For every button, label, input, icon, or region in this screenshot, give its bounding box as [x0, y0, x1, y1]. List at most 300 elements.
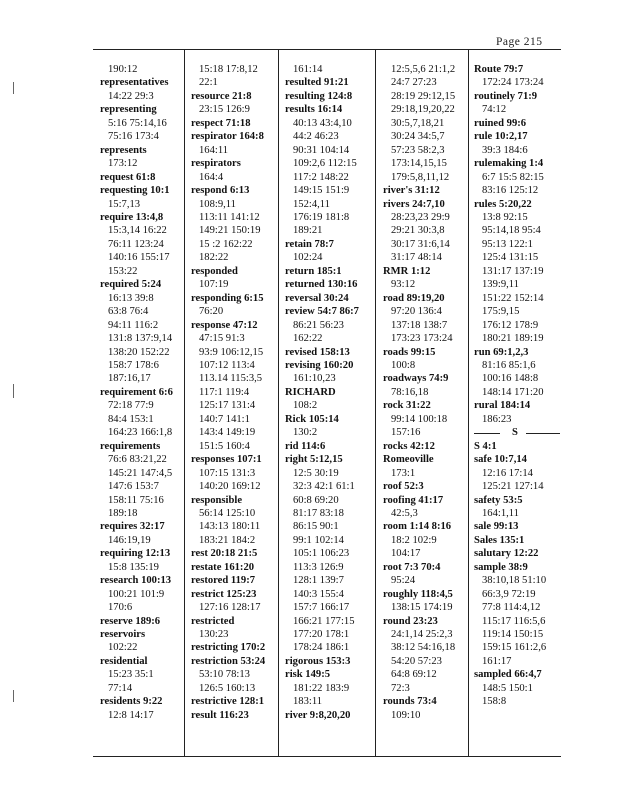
page-number: Page 215	[496, 36, 543, 48]
index-term: Romeoville	[383, 454, 434, 466]
page-line-ref: 30:5,7,18,21	[391, 117, 445, 129]
page-line-ref: 175:9,15	[482, 306, 520, 318]
index-term: rural 184:14	[474, 400, 531, 412]
index-entry	[383, 480, 467, 493]
index-entry	[383, 494, 467, 521]
index-term: revising 160:20	[285, 359, 354, 371]
page-line-ref: 113:11 141:12	[199, 211, 260, 223]
page-line-ref: 29:18,19,20,22	[391, 104, 455, 116]
page-line-ref: 31:17 48:14	[391, 252, 442, 264]
index-entry	[474, 440, 561, 453]
index-term: respirators	[191, 158, 241, 170]
index-term: required 5:24	[100, 279, 162, 291]
index-term: RICHARD	[285, 386, 336, 398]
page-line-ref: 148:14 171:20	[482, 386, 544, 398]
index-entry	[191, 157, 277, 184]
index-term: result 116:23	[191, 709, 249, 721]
page-line-ref: 162:22	[293, 333, 323, 345]
page-line-ref: 42:5,3	[391, 507, 418, 519]
index-entry	[191, 641, 277, 654]
column-divider	[468, 50, 469, 756]
page-line-ref: 24:7 27:23	[391, 77, 437, 89]
scan-artifact-mark	[13, 384, 14, 398]
index-entry	[100, 103, 184, 143]
page-line-ref: 159:15 161:2,6	[482, 642, 547, 654]
index-term: restrictive 128:1	[191, 696, 265, 708]
index-term: representing	[100, 104, 157, 116]
page-line-ref: 12:16 17:14	[482, 467, 533, 479]
page-line-ref: 140:7 141:1	[199, 413, 250, 425]
index-term: sale 99:13	[474, 521, 519, 533]
page-line-ref: 64:8 69:12	[391, 669, 437, 681]
index-entry	[100, 695, 184, 722]
page-line-ref: 108:2	[293, 400, 318, 412]
index-term: responses 107:1	[191, 454, 262, 466]
index-entry	[100, 520, 184, 547]
index-term: requiring 12:13	[100, 548, 171, 560]
section-header	[474, 426, 561, 439]
page-line-ref: 81:17 83:18	[293, 507, 344, 519]
index-entry	[383, 520, 467, 560]
page-line-ref: 138:20 152:22	[108, 346, 170, 358]
page-line-ref: 181:22 183:9	[293, 682, 350, 694]
index-term: round 23:23	[383, 615, 438, 627]
page-line-ref: 140:16 155:17	[108, 252, 170, 264]
index-term: sampled 66:4,7	[474, 669, 542, 681]
page-line-ref: 117:2 148:22	[293, 171, 349, 183]
index-term: restriction 53:24	[191, 655, 266, 667]
index-entry	[383, 372, 467, 399]
page-line-ref: 109:2,6 112:15	[293, 158, 357, 170]
page-line-ref: 63:8 76:4	[108, 306, 149, 318]
page-line-ref: 95:24	[391, 575, 416, 587]
section-rule	[526, 433, 560, 434]
page-line-ref: 95:13 122:1	[482, 238, 533, 250]
index-term: salutary 12:22	[474, 548, 539, 560]
index-term: represents	[100, 144, 147, 156]
page-line-ref: 54:20 57:23	[391, 655, 442, 667]
index-term: S 4:1	[474, 440, 497, 452]
index-entry	[100, 211, 184, 278]
page-line-ref: 94:11 116:2	[108, 319, 159, 331]
index-entry	[100, 184, 184, 211]
index-term: retain 78:7	[285, 238, 334, 250]
index-entry	[285, 655, 374, 668]
page-line-ref: 113.14 115:3,5	[199, 373, 263, 385]
page-line-ref: 84:4 153:1	[108, 413, 154, 425]
page-line-ref: 6:7 15:5 82:15	[482, 171, 544, 183]
index-entry	[285, 440, 374, 453]
page-line-ref: 130:23	[199, 629, 229, 641]
page-line-ref: 77:14	[108, 682, 133, 694]
page-line-ref: 30:17 31:6,14	[391, 238, 450, 250]
index-column-3	[285, 50, 374, 756]
index-entry	[383, 453, 467, 480]
page-line-ref: 105:1 106:23	[293, 548, 350, 560]
page-line-ref: 53:10 78:13	[199, 669, 250, 681]
page-line-ref: 189:21	[293, 225, 323, 237]
page-line-ref: 39:3 184:6	[482, 144, 528, 156]
index-entry	[285, 265, 374, 278]
page-line-ref: 149:15 151:9	[293, 185, 350, 197]
page-line-ref: 107:19	[199, 279, 229, 291]
index-entry	[285, 346, 374, 359]
index-term: resource 21:8	[191, 90, 252, 102]
index-term: rid 114:6	[285, 440, 326, 452]
page-line-ref: 187:16,17	[108, 373, 151, 385]
page-line-ref: 13:8 92:15	[482, 211, 528, 223]
page-line-ref: 12:8 14:17	[108, 709, 154, 721]
page-line-ref: 161:10,23	[293, 373, 336, 385]
index-term: restricting 170:2	[191, 642, 266, 654]
index-term: run 69:1,2,3	[474, 346, 529, 358]
index-entry	[383, 63, 467, 184]
index-term: rounds 73:4	[383, 696, 437, 708]
page-line-ref: 24:1,14 25:2,3	[391, 629, 453, 641]
index-entry	[100, 144, 184, 171]
index-term: requesting 10:1	[100, 185, 170, 197]
index-entry	[285, 305, 374, 345]
page-line-ref: 189:18	[108, 507, 138, 519]
index-entry	[474, 668, 561, 708]
page-line-ref: 173:23 173:24	[391, 333, 453, 345]
index-term: risk 149:5	[285, 669, 331, 681]
page-line-ref: 157:16	[391, 427, 421, 439]
page-line-ref: 28:23,23 29:9	[391, 211, 450, 223]
index-term: reversal 30:24	[285, 292, 349, 304]
page-line-ref: 170:6	[108, 602, 133, 614]
index-entry	[383, 265, 467, 292]
index-entry	[383, 399, 467, 439]
index-term: results 16:14	[285, 104, 343, 116]
page-line-ref: 93:12	[391, 279, 416, 291]
index-entry	[474, 534, 561, 547]
page-line-ref: 76:6 83:21,22	[108, 454, 167, 466]
page-line-ref: 18:2 102:9	[391, 534, 437, 546]
index-entry	[474, 198, 561, 346]
index-term: restrict 125:23	[191, 588, 257, 600]
page-line-ref: 57:23 58:2,3	[391, 144, 445, 156]
page-line-ref: 180:21 189:19	[482, 333, 544, 345]
page-line-ref: 143:13 180:11	[199, 521, 261, 533]
column-divider	[278, 50, 279, 756]
index-entry	[285, 238, 374, 265]
index-term: safety 53:5	[474, 494, 523, 506]
index-term: request 61:8	[100, 171, 156, 183]
index-term: roadways 74:9	[383, 373, 449, 385]
page-line-ref: 44:2 46:23	[293, 131, 339, 143]
page-line-ref: 147:6 153:7	[108, 481, 159, 493]
index-term: road 89:19,20	[383, 292, 445, 304]
index-entry	[285, 413, 374, 440]
index-entry	[191, 588, 277, 615]
page-line-ref: 86:21 56:23	[293, 319, 344, 331]
page-line-ref: 176:19 181:8	[293, 211, 350, 223]
index-term: responded	[191, 265, 238, 277]
index-entry	[383, 198, 467, 265]
page-line-ref: 47:15 91:3	[199, 333, 245, 345]
page-line-ref: 146:19,19	[108, 534, 151, 546]
index-entry	[285, 453, 374, 655]
page-line-ref: 15:3,14 16:22	[108, 225, 167, 237]
page-line-ref: 139:9,11	[482, 279, 519, 291]
page-line-ref: 93:9 106:12,15	[199, 346, 264, 358]
scan-artifact-mark	[13, 690, 14, 702]
index-term: roofing 41:17	[383, 494, 444, 506]
page-line-ref: 78:16,18	[391, 386, 429, 398]
index-term: rocks 42:12	[383, 440, 435, 452]
page-line-ref: 173:12	[108, 158, 138, 170]
page-line-ref: 138:15 174:19	[391, 602, 453, 614]
index-column-4	[383, 50, 467, 756]
page-line-ref: 86:15 90:1	[293, 521, 339, 533]
page-line-ref: 158:11 75:16	[108, 494, 164, 506]
index-term: respond 6:13	[191, 185, 250, 197]
index-entry	[100, 440, 184, 521]
index-entry	[100, 386, 184, 440]
page-line-ref: 38:10,18 51:10	[482, 575, 547, 587]
index-entry	[383, 615, 467, 696]
section-rule	[474, 433, 500, 434]
index-term: reservoirs	[100, 629, 146, 641]
page-line-ref: 56:14 125:10	[199, 507, 256, 519]
index-term: restored 119:7	[191, 575, 256, 587]
index-term: rules 5:20,22	[474, 198, 532, 210]
index-term: Sales 135:1	[474, 534, 525, 546]
index-entry	[474, 547, 561, 560]
page-line-ref: 178:24 186:1	[293, 642, 350, 654]
index-entry	[191, 453, 277, 493]
page-line-ref: 140:3 155:4	[293, 588, 344, 600]
index-term: river's 31:12	[383, 185, 440, 197]
page-line-ref: 108:9,11	[199, 198, 236, 210]
index-term: responsible	[191, 494, 243, 506]
index-entry	[191, 117, 277, 130]
index-entry	[474, 117, 561, 130]
index-entry	[285, 90, 374, 103]
page-line-ref: 15 :2 162:22	[199, 238, 253, 250]
index-term: root 7:3 70:4	[383, 561, 441, 573]
page-line-ref: 99:1 102:14	[293, 534, 344, 546]
index-entry	[285, 103, 374, 238]
index-term: restricted	[191, 615, 235, 627]
index-term: research 100:13	[100, 575, 172, 587]
page-line-ref: 119:14 150:15	[482, 629, 544, 641]
index-entry	[383, 695, 467, 722]
index-entry	[191, 615, 277, 642]
index-entry	[191, 292, 277, 319]
section-letter: S	[512, 427, 518, 439]
page-line-ref: 177:20 178:1	[293, 629, 350, 641]
index-term: rule 10:2,17	[474, 131, 528, 143]
index-term: residential	[100, 655, 148, 667]
index-term: responding 6:15	[191, 292, 264, 304]
index-entry	[100, 547, 184, 574]
index-entry	[383, 561, 467, 588]
page-line-ref: 149:21 150:19	[199, 225, 261, 237]
index-entry	[100, 278, 184, 386]
page-line-ref: 75:16 173:4	[108, 131, 159, 143]
index-entry	[100, 76, 184, 103]
index-term: rest 20:18 21:5	[191, 548, 258, 560]
page-line-ref: 179:5,8,11,12	[391, 171, 450, 183]
index-term: resulted 91:21	[285, 77, 349, 89]
index-entry	[191, 494, 277, 548]
page-line-ref: 148:5 150:1	[482, 682, 533, 694]
index-entry	[285, 292, 374, 305]
page-line-ref: 100:16 148:8	[482, 373, 539, 385]
page-line-ref: 107:15 131:3	[199, 467, 256, 479]
index-entry	[474, 90, 561, 117]
page-line-ref: 5:16 75:14,16	[108, 117, 167, 129]
page-line-ref: 100:8	[391, 359, 416, 371]
page-line-ref: 164:1,11	[482, 507, 519, 519]
index-entry	[191, 695, 277, 708]
index-term: response 47:12	[191, 319, 258, 331]
page-line-ref: 186:23	[482, 413, 512, 425]
page-line-ref: 151:5 160:4	[199, 440, 250, 452]
page-line-ref: 40:13 43:4,10	[293, 117, 352, 129]
index-term: roads 99:15	[383, 346, 436, 358]
index-entry	[474, 130, 561, 157]
page-line-ref: 158:7 178:6	[108, 359, 159, 371]
page-line-ref: 72:3	[391, 682, 410, 694]
page-line-ref: 15:7,13	[108, 198, 141, 210]
page-line-ref: 97:20 136:4	[391, 306, 442, 318]
page-line-ref: 157:7 166:17	[293, 602, 350, 614]
page-line-ref: 77:8 114:4,12	[482, 602, 541, 614]
page-line-ref: 125:4 131:15	[482, 252, 539, 264]
index-term: roof 52:3	[383, 481, 424, 493]
index-entry	[285, 278, 374, 291]
index-term: reserve 189:6	[100, 615, 161, 627]
index-term: right 5:12,15	[285, 454, 343, 466]
page-line-ref: 76:20	[199, 306, 224, 318]
index-entry	[383, 588, 467, 615]
column-divider	[184, 50, 185, 756]
index-term: return 185:1	[285, 265, 342, 277]
index-term: river 9:8,20,20	[285, 709, 351, 721]
page-line-ref: 104:17	[391, 548, 421, 560]
page-line-ref: 90:31 104:14	[293, 144, 350, 156]
page-line-ref: 22:1	[199, 77, 218, 89]
page-line-ref: 12:5,5,6 21:1,2	[391, 64, 456, 75]
index-entry	[383, 184, 467, 197]
page-line-ref: 30:24 34:5,7	[391, 131, 445, 143]
page-line-ref: 182:22	[199, 252, 229, 264]
index-entry	[474, 453, 561, 493]
index-entry	[100, 628, 184, 655]
index-entry	[474, 494, 561, 521]
page-line-ref: 158:8	[482, 696, 507, 708]
index-term: Route 79:7	[474, 64, 524, 75]
page-line-ref: 16:13 39:8	[108, 292, 154, 304]
page-line-ref: 12:5 30:19	[293, 467, 339, 479]
page-line-ref: 127:16 128:17	[199, 602, 261, 614]
page-line-ref: 117:1 119:4	[199, 386, 250, 398]
index-entry	[100, 63, 184, 76]
index-entry	[100, 655, 184, 695]
index-entry	[191, 319, 277, 454]
index-entry	[285, 386, 374, 413]
page-line-ref: 164:4	[199, 171, 224, 183]
index-entry	[100, 574, 184, 614]
index-term: sample 38:9	[474, 561, 528, 573]
index-entry	[474, 63, 561, 90]
index-entry	[474, 346, 561, 400]
page-line-ref: 28:19 29:12,15	[391, 90, 456, 102]
page-line-ref: 143:4 149:19	[199, 427, 256, 439]
page-line-ref: 131:17 137:19	[482, 265, 544, 277]
index-entry	[191, 90, 277, 117]
index-entry	[191, 184, 277, 265]
page-line-ref: 32:3 42:1 61:1	[293, 481, 355, 493]
index-term: rock 31:22	[383, 400, 431, 412]
index-term: requirement 6:6	[100, 386, 173, 398]
page-line-ref: 130:2	[293, 427, 318, 439]
page-line-ref: 161:14	[293, 64, 323, 75]
page-line-ref: 190:12	[108, 64, 138, 75]
page-line-ref: 173:1	[391, 467, 416, 479]
page-line-ref: 176:12 178:9	[482, 319, 539, 331]
page-line-ref: 126:5 160:13	[199, 682, 256, 694]
index-entry	[474, 520, 561, 533]
page-line-ref: 115:17 116:5,6	[482, 615, 546, 627]
page-line-ref: 151:22 152:14	[482, 292, 544, 304]
page-line-ref: 29:21 30:3,8	[391, 225, 445, 237]
page-line-ref: 140:20 169:12	[199, 481, 261, 493]
index-entry	[383, 346, 467, 373]
page-line-ref: 128:1 139:7	[293, 575, 344, 587]
index-column-5	[474, 50, 561, 756]
column-divider	[375, 50, 376, 756]
page-line-ref: 107:12 113:4	[199, 359, 255, 371]
page-line-ref: 76:11 123:24	[108, 238, 164, 250]
index-term: restate 161:20	[191, 561, 255, 573]
page-line-ref: 125:21 127:14	[482, 481, 544, 493]
page-line-ref: 183:21 184:2	[199, 534, 256, 546]
page-line-ref: 125:17 131:4	[199, 400, 256, 412]
index-term: residents 9:22	[100, 696, 163, 708]
index-term: ruined 99:6	[474, 117, 527, 129]
index-term: RMR 1:12	[383, 265, 431, 277]
index-entry	[474, 157, 561, 197]
index-term: revised 158:13	[285, 346, 350, 358]
index-term: rigorous 153:3	[285, 655, 351, 667]
index-term: require 13:4,8	[100, 211, 164, 223]
index-entry	[383, 440, 467, 453]
index-entry	[474, 399, 561, 426]
page-line-ref: 38:12 54:16,18	[391, 642, 456, 654]
page-line-ref: 83:16 125:12	[482, 185, 539, 197]
index-entry	[383, 292, 467, 346]
index-term: review 54:7 86:7	[285, 306, 359, 318]
index-entry	[191, 547, 277, 560]
page-line-ref: 102:22	[108, 642, 138, 654]
page-line-ref: 102:24	[293, 252, 323, 264]
page-line-ref: 166:21 177:15	[293, 615, 355, 627]
index-term: returned 130:16	[285, 279, 358, 291]
page-line-ref: 161:17	[482, 655, 512, 667]
index-term: requires 32:17	[100, 521, 165, 533]
index-entry	[191, 561, 277, 574]
page-line-ref: 72:18 77:9	[108, 400, 154, 412]
index-term: resulting 124:8	[285, 90, 353, 102]
page-line-ref: 74:12	[482, 104, 507, 116]
page-line-ref: 81:16 85:1,6	[482, 359, 536, 371]
page-line-ref: 100:21 101:9	[108, 588, 165, 600]
page-line-ref: 183:11	[293, 696, 323, 708]
